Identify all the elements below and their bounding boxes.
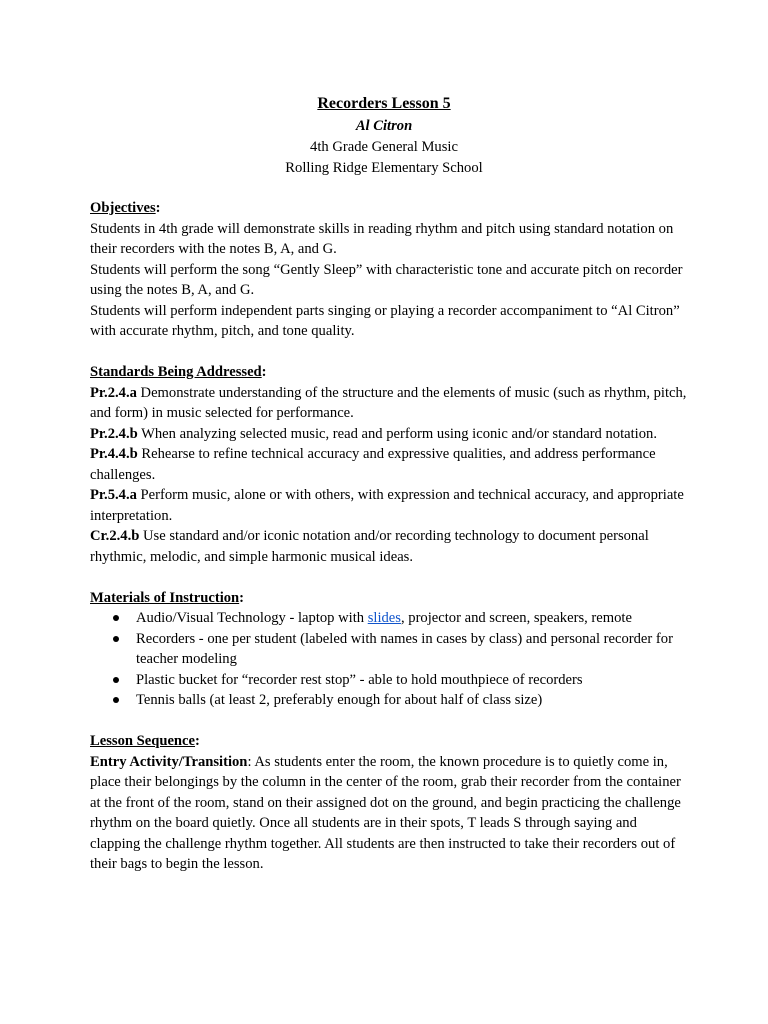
standard-text: When analyzing selected music, read and perform using iconic and/or standard notation. [137, 425, 657, 442]
standard-item [90, 526, 690, 567]
list-item: Tennis balls (at least 2, preferably enough for about half of class size) [90, 690, 690, 711]
objective-item: Students will perform the song “Gently Sleep” with characteristic tone and accurate pitch on recorder using the notes B, A, and G. [90, 261, 683, 298]
standard-code: Cr.2.4.b [90, 528, 140, 544]
standard-code: Pr.2.4.a [90, 384, 137, 401]
bullet-icon [113, 677, 119, 683]
objective-item: Students will perform independent parts singing or playing a recorder accompaniment to “Al Citron” with accurate rhythm, pitch, and tone quality. [90, 302, 680, 339]
objectives-heading: Objectives: [90, 200, 161, 216]
list-item: Audio/Visual Technology - laptop with slides, projector and screen, speakers, remote [90, 608, 690, 629]
bullet-icon [113, 636, 119, 642]
standard-item [90, 383, 690, 424]
standard-item [90, 444, 690, 485]
standard-text: Perform music, alone or with others, with expression and technical accuracy, and appropriate interpretation. [90, 487, 684, 524]
entry-activity-text: : As students enter the room, the known procedure is to quietly come in, place their belongings by the column in the center of the room, grab their recorder from the container at the front of the room, stand on their assigned dot on the ground, and begin practicing the challenge rhythm on the board quietly. Once all students are in their spots, T leads S through saying and clapping the challenge rhythm together. All students are then instructed to take their recorders out of their bags to begin the lesson. [90, 753, 681, 872]
entry-activity-label: Entry Activity/Transition [90, 753, 248, 770]
materials-list [90, 608, 690, 711]
standard-text: Demonstrate understanding of the structure and the elements of music (such as rhythm, pitch, and form) in music selected for performance. [90, 384, 687, 421]
standard-code: Pr.2.4.b [90, 425, 138, 442]
page-title: Recorders Lesson 5 [317, 95, 451, 112]
school-line: Rolling Ridge Elementary School [285, 160, 483, 176]
standard-text: Rehearse to refine technical accuracy and expressive qualities, and address performance challenges. [90, 446, 656, 483]
document-header [0, 92, 768, 179]
bullet-icon [113, 697, 119, 703]
bullet-icon [113, 615, 119, 621]
grade-line: 4th Grade General Music [310, 139, 458, 155]
standard-item [90, 485, 690, 526]
standard-item [90, 424, 690, 445]
standard-code: Pr.5.4.a [90, 487, 137, 503]
slides-link[interactable]: slides [367, 610, 401, 626]
entry-activity-paragraph [90, 752, 690, 875]
sequence-heading: Lesson Sequence: [90, 733, 200, 749]
document-body [90, 198, 690, 875]
standard-text: Use standard and/or iconic notation and/or recording technology to document personal rhythmic, melodic, and simple harmonic musical ideas. [90, 528, 649, 565]
objective-item: Students in 4th grade will demonstrate skills in reading rhythm and pitch using standard notation on their recorders with the notes B, A, and G. [90, 220, 674, 257]
list-item: Plastic bucket for “recorder rest stop” - able to hold mouthpiece of recorders [90, 670, 690, 691]
materials-heading: Materials of Instruction: [90, 589, 245, 606]
list-item: Recorders - one per student (labeled with names in cases by class) and personal recorder for teacher modeling [90, 629, 690, 670]
song-title: Al Citron [355, 118, 413, 134]
standard-code: Pr.4.4.b [90, 446, 138, 462]
standards-heading: Standards Being Addressed: [90, 364, 267, 380]
